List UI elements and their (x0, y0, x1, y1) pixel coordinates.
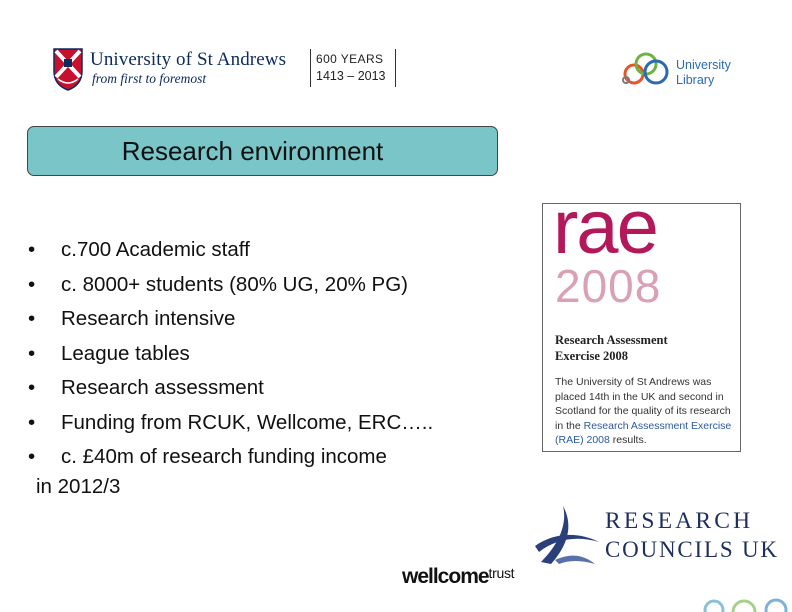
wellcome-trust-logo (402, 565, 514, 589)
list-item (28, 371, 433, 406)
rcuk-name-line2: COUNCILS UK (605, 537, 779, 562)
list-item (28, 337, 433, 372)
rae-body-suffix: results. (609, 434, 647, 447)
university-library-logo (622, 50, 742, 92)
decorative-rings-icon (700, 588, 792, 612)
list-item (28, 233, 433, 268)
bullet-marker: • (28, 238, 36, 261)
bullet-marker: • (28, 445, 36, 468)
list-item (28, 406, 433, 441)
title-banner (27, 126, 498, 176)
university-tagline: from first to foremost (92, 71, 207, 86)
library-rings-icon (622, 50, 674, 90)
university-crest-icon (52, 47, 84, 91)
wellcome-word: wellcome (402, 565, 489, 588)
rcuk-name-line1: RESEARCH (605, 508, 754, 534)
rcuk-swoosh-icon (533, 502, 603, 568)
rae-body-line: The University of St Andrews was (555, 376, 712, 388)
list-item (28, 302, 433, 337)
bullet-text: League tables (61, 341, 190, 365)
rae-subtitle-line1: Research Assessment (555, 333, 668, 347)
rae-word: rae (553, 185, 657, 270)
list-item (28, 440, 433, 475)
bullet-text: Research assessment (61, 376, 264, 399)
bullet-list (28, 233, 433, 475)
bullet-text: c. £40m of research funding income (61, 445, 387, 468)
bullet-text: c. 8000+ students (80% UG, 20% PG) (61, 272, 408, 296)
rae-body-line (555, 433, 739, 448)
rae-body-line (555, 419, 739, 434)
rcuk-logo (533, 502, 783, 568)
bullet-text: Research intensive (61, 307, 236, 330)
bullet-marker: • (28, 341, 36, 365)
bullet-marker: • (28, 376, 36, 399)
list-item (28, 268, 433, 303)
trust-word: trust (488, 565, 515, 581)
rae-body-line: placed 14th in the UK and second in (555, 390, 724, 403)
bullet-marker: • (28, 307, 36, 330)
library-label-line2: Library (676, 73, 715, 87)
anniversary-range: 1413 – 2013 (316, 69, 386, 83)
anniversary-years: 600 YEARS (316, 52, 384, 66)
rae-year: 2008 (555, 260, 662, 312)
bullet-text: c.700 Academic staff (61, 238, 250, 261)
university-logo (52, 47, 412, 95)
rae-body-text (555, 375, 739, 448)
university-name: University of St Andrews (90, 49, 287, 70)
bullet-marker: • (28, 410, 36, 434)
rae-2008-image (542, 185, 741, 452)
rae-subtitle-line2: Exercise 2008 (555, 349, 629, 363)
slide-title: Research environment (121, 135, 384, 166)
logo-divider (395, 49, 396, 87)
library-label-line1: University (676, 58, 731, 72)
rae-link[interactable]: Research Assessment Exercise (583, 419, 732, 432)
rae-link[interactable]: (RAE) 2008 (555, 434, 610, 447)
bullet-text: Funding from RCUK, Wellcome, ERC….. (61, 410, 434, 434)
logo-divider (310, 49, 311, 87)
rae-body-line: Scotland for the quality of its research (555, 405, 731, 418)
bullet-marker: • (28, 272, 36, 296)
rae-body-prefix: in the (555, 419, 584, 432)
bullet-continuation: in 2012/3 (36, 475, 121, 498)
